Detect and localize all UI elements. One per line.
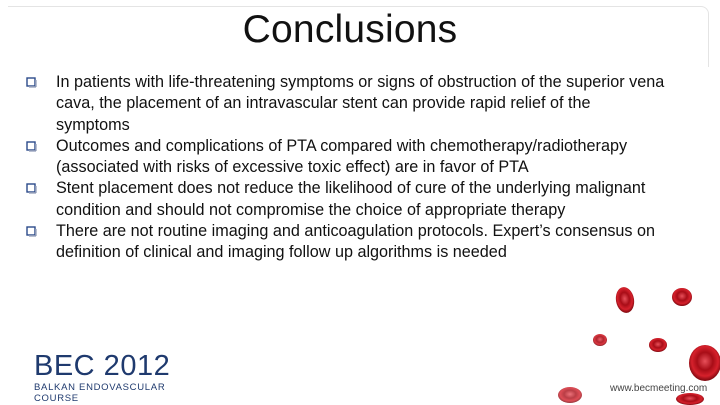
hollow-square-bullet-icon: [26, 77, 37, 88]
bullet-text: Stent placement does not reduce the likelihood of cure of the underlying malignant condition and should not compromise the choice of appropriate therapy: [56, 179, 646, 219]
bullet-item: [26, 72, 666, 136]
blood-cell: [614, 286, 636, 315]
bullet-item: [26, 136, 666, 179]
blood-cell: [689, 345, 720, 381]
bullet-list: [26, 72, 666, 264]
bec-logo: [34, 350, 184, 404]
blood-cell: [672, 288, 692, 306]
bullet-item: [26, 178, 666, 221]
hollow-square-bullet-icon: [26, 183, 37, 194]
blood-cell: [593, 334, 607, 346]
logo-main-text: BEC 2012: [34, 350, 171, 382]
bullet-text: There are not routine imaging and anticoagulation protocols. Expert’s consensus on definition of clinical and imaging follow up algorithms is needed: [56, 222, 656, 262]
bullet-item: [26, 221, 666, 264]
logo-sub-text: BALKAN ENDOVASCULAR COURSE: [34, 382, 166, 404]
bullet-text: In patients with life-threatening symptoms or signs of obstruction of the superior vena cava, the placement of an intravascular stent can provide rapid relief of the symptoms: [56, 73, 665, 134]
blood-cell: [649, 338, 667, 352]
bullet-text: Outcomes and complications of PTA compared with chemotherapy/radiotherapy (associated with risks of excessive toxic effect) are in favor of PTA: [56, 136, 628, 177]
slide-title: Conclusions: [242, 8, 458, 51]
hollow-square-bullet-icon: [26, 141, 37, 152]
hollow-square-bullet-icon: [26, 226, 37, 237]
blood-cell: [558, 387, 582, 403]
blood-cell: [676, 393, 704, 405]
website-url[interactable]: www.becmeeting.com: [610, 383, 708, 394]
